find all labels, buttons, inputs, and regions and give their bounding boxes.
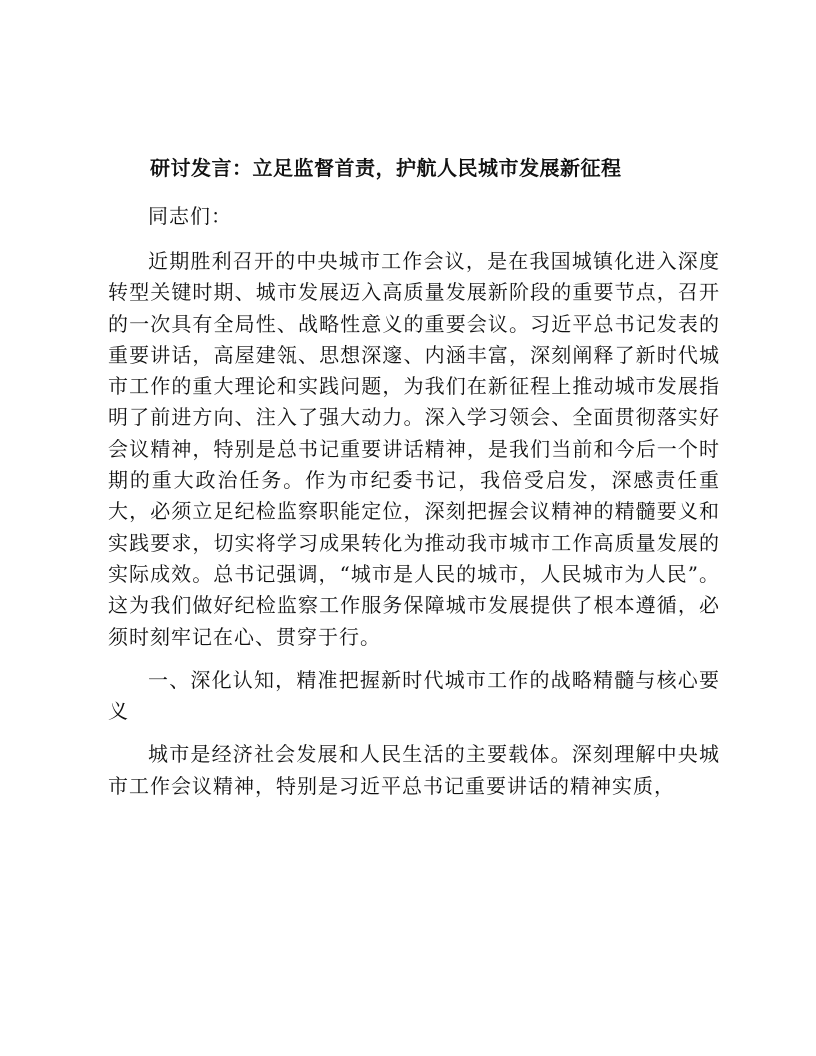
greeting: 同志们： xyxy=(148,204,232,228)
paragraph-intro: 近期胜利召开的中央城市工作会议，是在我国城镇化进入深度转型关键时期、城市发展迈入高质量发展新阶段的重要节点，召开的一次具有全局性、战略性意义的重要会议。习近平总书记发表的重要讲话，高屋建瓴、思想深邃、内涵丰富，深刻阐释了新时代城市工作的重大理论和实践问题，为我们在新征程上推动城市发展指明了前进方向、注入了强大动力。深入学习领会、全面贯彻落实好会议精神，特别是总书记重要讲话精神，是我们当前和今后一个时期的重大政治任务。作为市纪委书记，我倍受启发，深感责任重大，必须立足纪检监察职能定位，深刻把握会议精神的精髓要义和实践要求，切实将学习成果转化为推动我市城市工作高质量发展的实际成效。总书记强调，“城市是人民的城市，人民城市为人民”。这为我们做好纪检监察工作服务保障城市发展提供了根本遵循，必须时刻牢记在心、贯穿于行。 xyxy=(108,249,720,649)
document-page xyxy=(108,150,720,814)
section-heading-1: 一、深化认知，精准把握新时代城市工作的战略精髓与核心要义 xyxy=(108,667,720,724)
document-title: 研讨发言：立足监督首责，护航人民城市发展新征程 xyxy=(150,156,622,180)
paragraph-section-1: 城市是经济社会发展和人民生活的主要载体。深刻理解中央城市工作会议精神，特别是习近平总书记重要讲话的精神实质， xyxy=(108,742,720,798)
